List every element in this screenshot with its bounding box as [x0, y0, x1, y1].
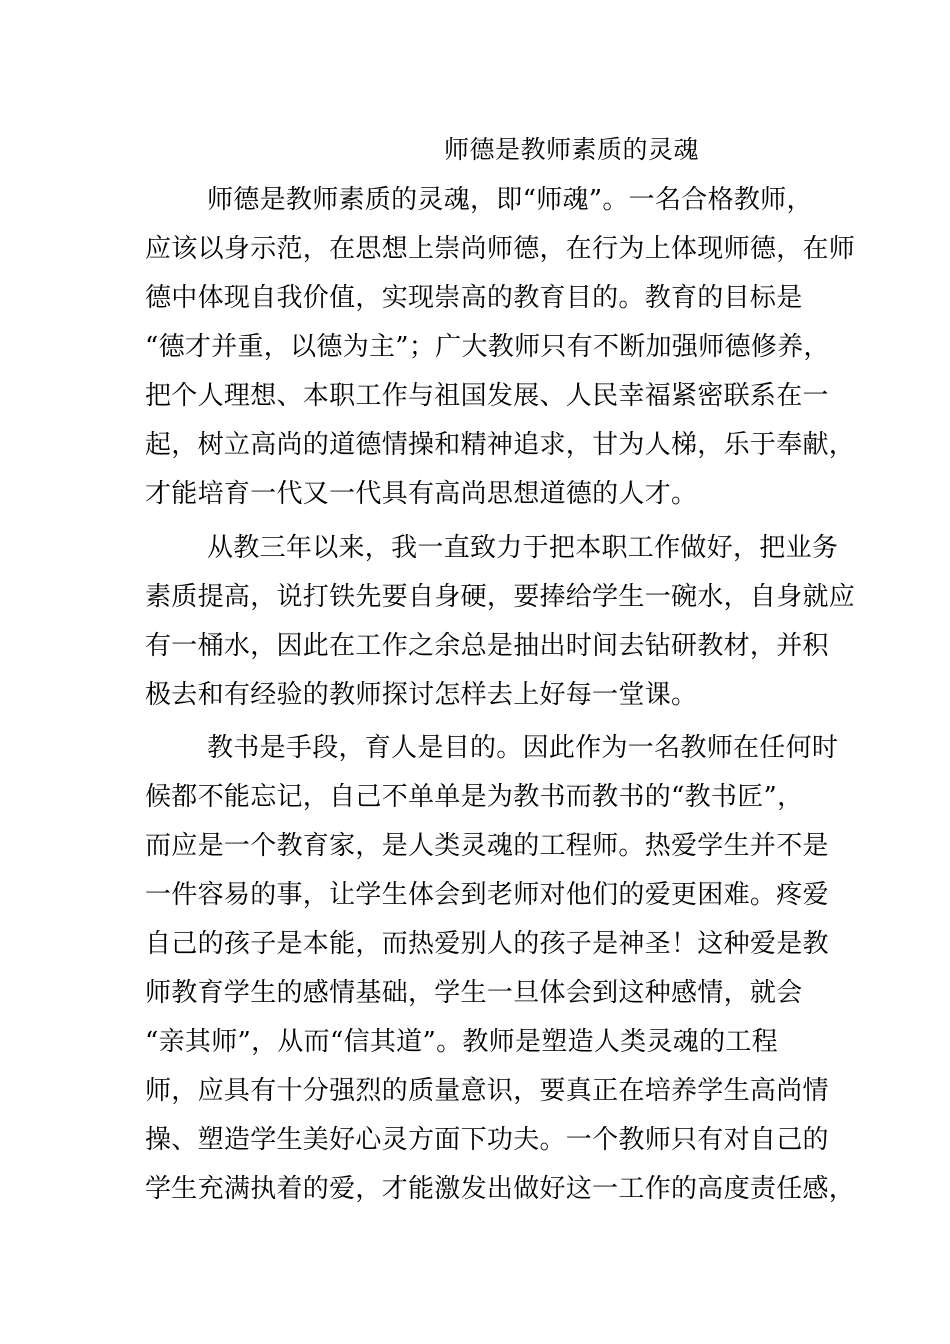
paragraph-3-line-7: “亲其师”，从而“信其道”。教师是塑造人类灵魂的工程 [145, 1027, 778, 1057]
paragraph-1-line-1: 师德是教师素质的灵魂，即“师魂”。一名合格教师， [207, 185, 813, 215]
paragraph-1-line-2: 应该以身示范，在思想上崇尚师德，在行为上体现师德，在师 [145, 234, 856, 264]
paragraph-3-line-10: 学生充满执着的爱，才能激发出做好这一工作的高度责任感， [145, 1174, 856, 1204]
paragraph-2-line-1: 从教三年以来，我一直致力于把本职工作做好，把业务 [207, 533, 839, 563]
paragraph-2-line-2: 素质提高，说打铁先要自身硬，要捧给学生一碗水，自身就应 [145, 582, 856, 612]
paragraph-3-line-3: 而应是一个教育家，是人类灵魂的工程师。热爱学生并不是 [145, 831, 829, 861]
paragraph-3-line-2: 候都不能忘记，自己不单单是为教书而教书的“教书匠”， [145, 782, 804, 812]
paragraph-3-line-9: 操、塑造学生美好心灵方面下功夫。一个教师只有对自己的 [145, 1125, 829, 1155]
paragraph-3-line-6: 师教育学生的感情基础，学生一旦体会到这种感情，就会 [145, 978, 803, 1008]
paragraph-3-line-1: 教书是手段，育人是目的。因此作为一名教师在任何时 [207, 733, 839, 763]
paragraph-1-line-3: 德中体现自我价值，实现崇高的教育目的。教育的目标是 [145, 283, 803, 313]
paragraph-3-line-8: 师，应具有十分强烈的质量意识，要真正在培养学生高尚情 [145, 1076, 829, 1106]
paragraph-2-line-4: 极去和有经验的教师探讨怎样去上好每一堂课。 [145, 680, 698, 710]
paragraph-3-line-4: 一件容易的事，让学生体会到老师对他们的爱更困难。疼爱 [145, 880, 829, 910]
document-title: 师德是教师素质的灵魂 [444, 135, 700, 164]
paragraph-1-line-5: 把个人理想、本职工作与祖国发展、人民幸福紧密联系在一 [145, 381, 829, 411]
paragraph-3-line-5: 自己的孩子是本能，而热爱别人的孩子是神圣！这种爱是教 [145, 929, 829, 959]
paragraph-1-line-4: “德才并重，以德为主”；广大教师只有不断加强师德修养， [145, 332, 830, 362]
paragraph-1-line-6: 起，树立高尚的道德情操和精神追求，甘为人梯，乐于奉献， [145, 430, 856, 460]
paragraph-2-line-3: 有一桶水，因此在工作之余总是抽出时间去钻研教材，并积 [145, 631, 829, 661]
paragraph-1-line-7: 才能培育一代又一代具有高尚思想道德的人才。 [145, 479, 698, 509]
